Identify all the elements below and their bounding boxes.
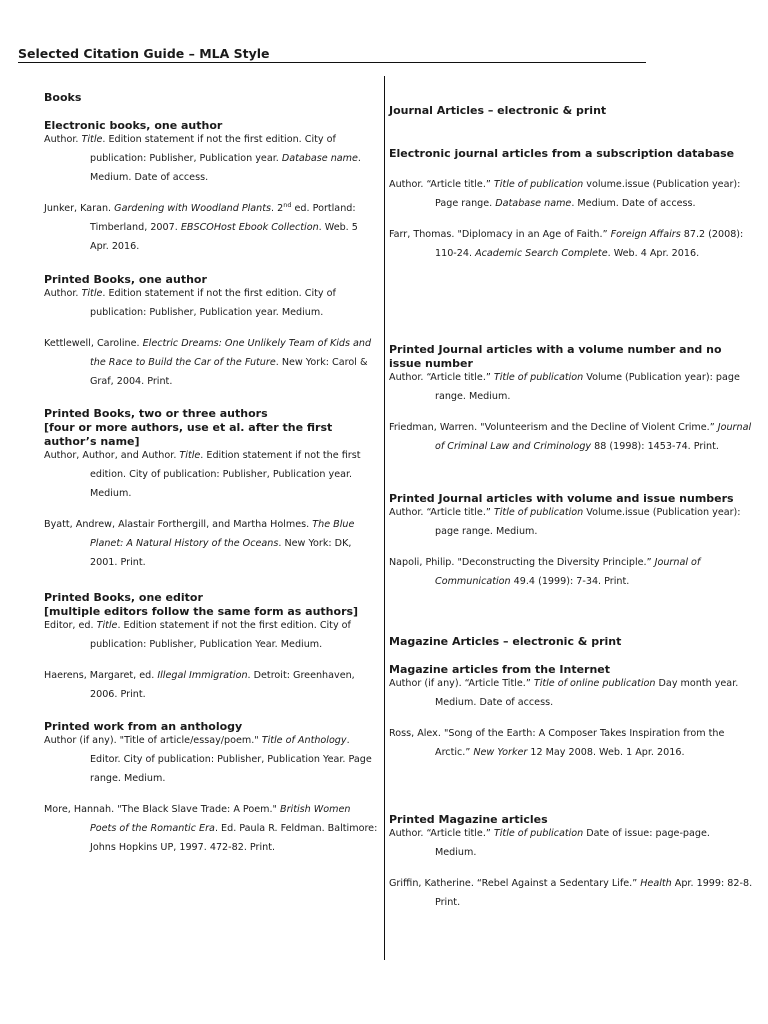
citation-printed-one-author	[44, 273, 379, 391]
citation-example: Napoli, Philip. "Deconstructing the Diversity Principle.” Journal of Communication 49.4 (1999): 7-34. Print.	[389, 557, 701, 587]
citation-format: Author (if any). "Title of article/essay/poem." Title of Anthology. Editor. City of publication: Publisher, Publication Year. Page range. Medium.	[44, 735, 372, 784]
citation-example: Ross, Alex. "Song of the Earth: A Composer Takes Inspiration from the Arctic.” New Yorker 12 May 2008. Web. 1 Apr. 2016.	[389, 728, 725, 758]
citation-format: Author. “Article title.” Title of publication volume.issue (Publication year): Page range. Database name. Medium. Date of access.	[389, 179, 741, 209]
citation-example: Kettlewell, Caroline. Electric Dreams: One Unlikely Team of Kids and the Race to Build the Car of the Future. New York: Carol & Graf, 2004. Print.	[44, 338, 372, 387]
citation-heading: Printed Journal articles with a volume number and no issue number	[389, 343, 722, 370]
citation-note: [four or more authors, use et al. after the first	[44, 421, 333, 434]
citation-example: More, Hannah. "The Black Slave Trade: A Poem." British Women Poets of the Romantic Era. Ed. Paula R. Feldman. Baltimore: Johns Hopkins UP, 1997. 472-82. Print.	[44, 804, 378, 853]
citation-example: Byatt, Andrew, Alastair Forthergill, and Martha Holmes. The Blue Planet: A Natural History of the Oceans. New York: DK, 2001. Print.	[44, 519, 355, 568]
citation-heading: Printed work from an anthology	[44, 720, 243, 733]
citation-heading: Printed Books, one author	[44, 273, 207, 286]
citation-note: [multiple editors follow the same form as authors]	[44, 605, 359, 618]
citation-format: Author (if any). “Article Title.” Title of online publication Day month year. Medium. Date of access.	[389, 678, 739, 708]
citation-example: Friedman, Warren. "Volunteerism and the Decline of Violent Crime.” Journal of Criminal Law and Criminology 88 (1998): 1453-74. Print.	[389, 422, 752, 452]
citation-format: Author, Author, and Author. Title. Edition statement if not the first edition. City of publication: Publisher, Publication year. Medium.	[44, 450, 361, 499]
citation-format: Author. Title. Edition statement if not the first edition. City of publication: Publisher, Publication year. Medium.	[44, 288, 336, 318]
citation-note-cont: author’s name]	[44, 435, 140, 448]
citation-format: Author. “Article title.” Title of publication Volume.issue (Publication year): page range. Medium.	[389, 507, 741, 537]
citation-format: Author. “Article title.” Title of publication Date of issue: page-page. Medium.	[389, 828, 710, 858]
page-title: Selected Citation Guide – MLA Style	[18, 46, 646, 63]
citation-format: Editor, ed. Title. Edition statement if not the first edition. City of publication: Publisher, Publication Year. Medium.	[44, 620, 351, 650]
magazine-articles-heading: Magazine Articles – electronic & print	[389, 635, 622, 648]
journal-articles-heading: Journal Articles – electronic & print	[389, 104, 607, 117]
citation-printed-magazine	[389, 813, 754, 912]
citation-anthology	[44, 720, 379, 857]
citation-printed-two-three-authors	[44, 407, 379, 572]
citation-heading: Magazine articles from the Internet	[389, 663, 611, 676]
citation-format: Author. Title. Edition statement if not the first edition. City of publication: Publisher, Publication year. Database name. Medium. Date of access.	[44, 134, 361, 183]
citation-ebook-one-author	[44, 119, 379, 256]
citation-heading: Printed Journal articles with volume and issue numbers	[389, 492, 734, 505]
citation-example: Haerens, Margaret, ed. Illegal Immigration. Detroit: Greenhaven, 2006. Print.	[44, 670, 355, 700]
citation-heading: Printed Books, one editor	[44, 591, 203, 604]
citation-ejournal-database	[389, 147, 754, 263]
citation-heading: Printed Books, two or three authors	[44, 407, 268, 420]
citation-printed-one-editor	[44, 591, 379, 704]
citation-example: Farr, Thomas. "Diplomacy in an Age of Faith.” Foreign Affairs 87.2 (2008): 110-24. Academic Search Complete. Web. 4 Apr. 2016.	[389, 229, 744, 259]
citation-example: Junker, Karan. Gardening with Woodland Plants. 2nd ed. Portland: Timberland, 2007. EBSCOHost Ebook Collection. Web. 5 Apr. 2016.	[44, 200, 358, 252]
citation-heading: Printed Magazine articles	[389, 813, 548, 826]
citation-example: Griffin, Katherine. “Rebel Against a Sedentary Life.” Health Apr. 1999: 82-8. Print.	[389, 878, 753, 908]
citation-format: Author. “Article title.” Title of publication Volume (Publication year): page range. Medium.	[389, 372, 740, 402]
citation-printed-journal-volume	[389, 343, 754, 456]
citation-heading: Electronic books, one author	[44, 119, 223, 132]
citation-printed-journal-volume-issue	[389, 492, 754, 591]
books-heading: Books	[44, 91, 82, 104]
citation-heading: Electronic journal articles from a subscription database	[389, 147, 735, 160]
citation-magazine-internet	[389, 663, 754, 762]
column-divider	[384, 76, 385, 960]
